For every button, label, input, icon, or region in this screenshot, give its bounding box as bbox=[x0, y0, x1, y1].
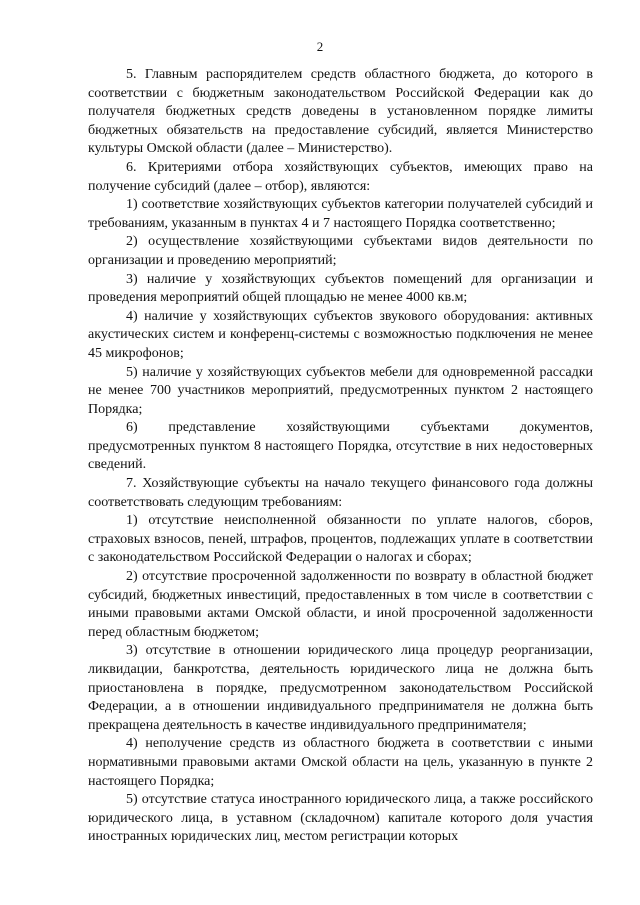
paragraph-6-selection-criteria: 6. Критериями отбора хозяйствующих субъектов, имеющих право на получение субсидий (далее – отбор), являются: bbox=[88, 159, 593, 194]
requirement-item-1: 1) отсутствие неисполненной обязанности по уплате налогов, сборов, страховых взносов, пеней, штрафов, процентов, подлежащих уплате в соответствии с законодательством Российской Федерации о налогах и сборах; bbox=[88, 513, 593, 566]
paragraph-7-requirements: 7. Хозяйствующие субъекты на начало текущего финансового года должны соответствовать следующим требованиям: bbox=[88, 476, 593, 510]
requirement-item-5: 5) отсутствие статуса иностранного юридического лица, а также российского юридического лица, в уставном (складочном) капитале которого доля участия иностранных юридических лиц, местом регистрации которых bbox=[88, 792, 593, 845]
requirement-item-4: 4) неполучение средств из областного бюджета в соответствии с иными нормативными правовыми актами Омской области на цель, указанную в пункте 2 настоящего Порядка; bbox=[88, 736, 593, 789]
criteria-item-3: 3) наличие у хозяйствующих субъектов помещений для организации и проведения мероприятий общей площадью не менее 4000 кв.м; bbox=[88, 271, 593, 306]
criteria-item-2: 2) осуществление хозяйствующими субъектами видов деятельности по организации и проведению мероприятий; bbox=[88, 234, 593, 268]
criteria-item-4: 4) наличие у хозяйствующих субъектов звукового оборудования: активных акустических систем и конференц-системы с возможностью подключения не менее 45 микрофонов; bbox=[88, 308, 593, 361]
criteria-item-1: 1) соответствие хозяйствующих субъектов категории получателей субсидий и требованиям, указанным в пунктах 4 и 7 настоящего Порядка соответственно; bbox=[88, 197, 593, 231]
criteria-item-6: 6) представление хозяйствующими субъектами документов, предусмотренных пунктом 8 настоящего Порядка, отсутствие в них недостоверных сведений. bbox=[88, 420, 593, 473]
page-number: 2 bbox=[316, 39, 324, 54]
requirement-item-2: 2) отсутствие просроченной задолженности по возврату в областной бюджет субсидий, бюджетных инвестиций, предоставленных в том числе в соответствии с иными правовыми актами Омской области, и иной просроченной задолженности перед областным бюджетом; bbox=[88, 569, 593, 640]
paragraph-5-main-budget-manager: 5. Главным распорядителем средств областного бюджета, до которого в соответствии с бюджетным законодательством Российской Федерации как до получателя бюджетных средств доведены в установленном порядке лимиты бюджетных обязательств на предоставление субсидий, является Министерство культуры Омской области (далее – Министерство). bbox=[88, 67, 593, 157]
requirement-item-3: 3) отсутствие в отношении юридического лица процедур реорганизации, ликвидации, банкротства, деятельность юридического лица не должна быть приостановлена в порядке, предусмотренном законодательством Российской Федерации, а в отношении индивидуального предпринимателя не должна быть прекращена деятельность в качестве индивидуального предпринимателя; bbox=[88, 643, 593, 733]
document-body bbox=[88, 66, 593, 847]
criteria-item-5: 5) наличие у хозяйствующих субъектов мебели для одновременной рассадки не менее 700 участников мероприятий, предусмотренных пунктом 2 настоящего Порядка; bbox=[88, 364, 593, 417]
